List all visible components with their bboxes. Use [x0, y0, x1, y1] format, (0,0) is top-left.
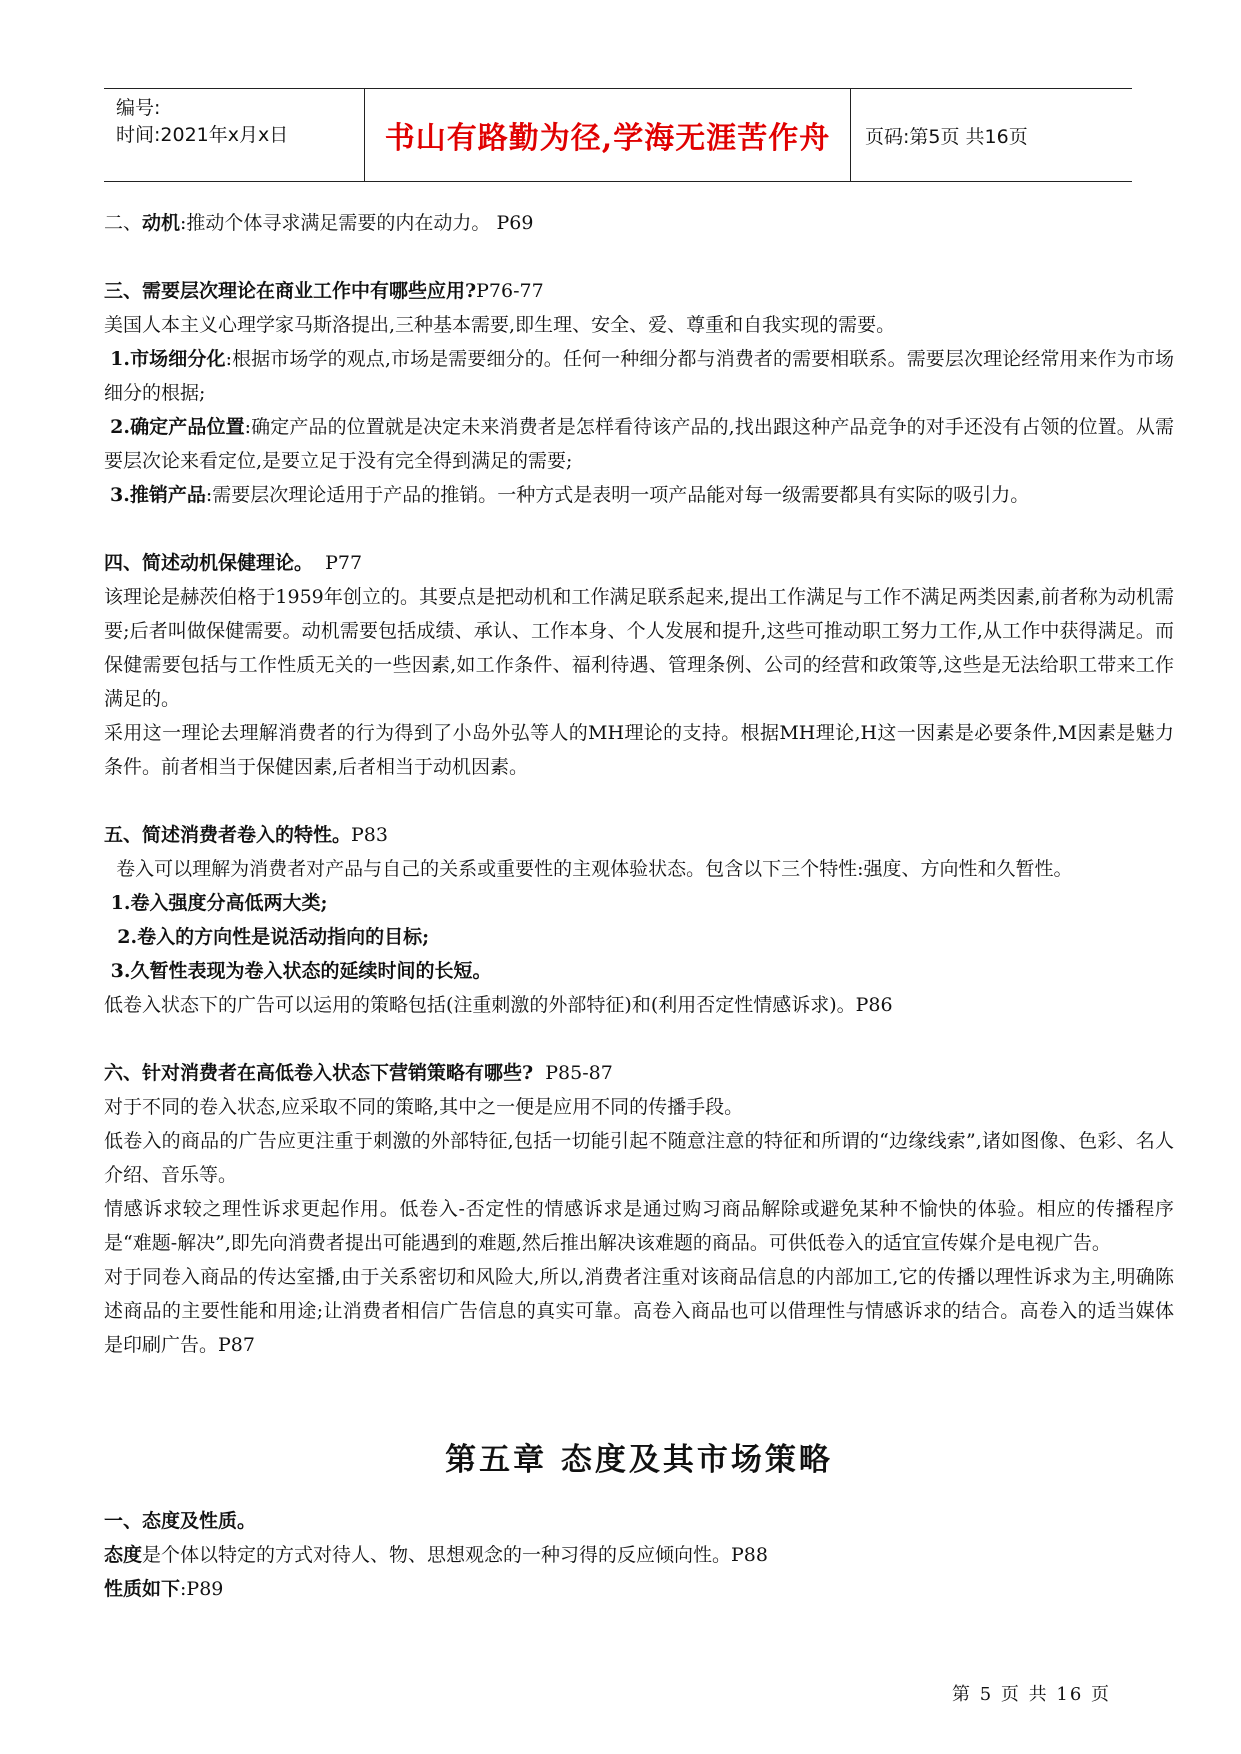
header-page-label: 页码:第5页 共16页: [865, 125, 1028, 148]
section-3-item-3-label: 3.推销产品: [110, 484, 206, 506]
nature-label: 性质如下: [104, 1578, 181, 1600]
section-5-item-2-text: 2.卷入的方向性是说活动指向的目标;: [117, 926, 430, 948]
section-3-item-2-label: 2.确定产品位置: [110, 416, 245, 438]
section-3-title: 三、需要层次理论在商业工作中有哪些应用?: [104, 280, 477, 302]
section-4-paragraph-1: 该理论是赫茨伯格于1959年创立的。其要点是把动机和工作满足联系起来,提出工作满足与工作不满足两类因素,前者称为动机需要;后者叫做保健需要。动机需要包括成绩、承认、工作本身、个人发展和提升,这些可推动职工努力工作,从工作中获得满足。而保健需要包括与工作性质无关的一些因素,如工作条件、福利待遇、管理条例、公司的经营和政策等,这些是无法给职工带来工作满足的。: [104, 586, 1174, 710]
section-5-ref: P83: [351, 824, 388, 846]
section-3-intro: 美国人本主义心理学家马斯洛提出,三种基本需要,即生理、安全、爱、尊重和自我实现的需要。: [104, 314, 896, 336]
attitude-term: 态度: [104, 1544, 143, 1566]
section-4-ref: P77: [325, 552, 363, 574]
number-label: 编号:: [116, 97, 161, 119]
attitude-nature: [104, 1572, 1174, 1606]
chapter-5-section-1-heading: 一、态度及性质。: [104, 1510, 257, 1532]
section-4-title: 四、简述动机保健理论。: [104, 552, 314, 574]
section-3-item-3-text: :需要层次理论适用于产品的推销。一种方式是表明一项产品能对每一级需要都具有实际的吸引力。: [205, 484, 1030, 506]
section-6-heading: [104, 1056, 1174, 1090]
header-meta: [104, 89, 365, 181]
attitude-definition-text: 是个体以特定的方式对待人、物、思想观念的一种习得的反应倾向性。P88: [142, 1544, 768, 1566]
section-3-item-1-text: :根据市场学的观点,市场是需要细分的。任何一种细分都与消费者的需要相联系。需要层次理论经常用来作为市场细分的根据;: [104, 348, 1174, 404]
section-3-item-2-text: :确定产品的位置就是决定未来消费者是怎样看待该产品的,找出跟这种产品竞争的对手还没有占领的位置。从需要层次论来看定位,是要立足于没有完全得到满足的需要;: [104, 416, 1174, 472]
section-2: [104, 206, 1174, 240]
page-footer: 第 5 页 共 16 页: [952, 1684, 1111, 1705]
section-6-paragraph-4: 对于同卷入商品的传达室播,由于关系密切和风险大,所以,消费者注重对该商品信息的内部加工,它的传播以理性诉求为主,明确陈述商品的主要性能和用途;让消费者相信广告信息的真实可靠。高卷入商品也可以借理性与情感诉求的结合。高卷入的适当媒体是印刷广告。P87: [104, 1266, 1174, 1356]
section-2-term: 动机: [142, 212, 181, 234]
section-6-title: 六、针对消费者在高低卷入状态下营销策略有哪些?: [104, 1062, 534, 1084]
section-3-heading: [104, 274, 1174, 308]
page-header: [104, 88, 1132, 182]
section-5-item-2: [104, 920, 1174, 954]
nature-text: :P89: [180, 1578, 224, 1600]
time-label: 时间:2021年x月x日: [116, 124, 289, 146]
section-4-paragraph-2: 采用这一理论去理解消费者的行为得到了小岛外弘等人的MH理论的支持。根据MH理论,H这一因素是必要条件,M因素是魅力条件。前者相当于保健因素,后者相当于动机因素。: [104, 722, 1174, 778]
section-3-item-3: [104, 478, 1174, 512]
document-body: [104, 206, 1174, 1606]
section-6-paragraph-1: 对于不同的卷入状态,应采取不同的策略,其中之一便是应用不同的传播手段。: [104, 1096, 744, 1118]
section-4-heading: [104, 546, 1174, 580]
header-motto: 书山有路勤为径,学海无涯苦作舟: [365, 89, 851, 181]
section-5-note: 低卷入状态下的广告可以运用的策略包括(注重刺激的外部特征)和(利用否定性情感诉求)。P86: [104, 994, 893, 1016]
section-5-title: 五、简述消费者卷入的特性。: [104, 824, 352, 846]
section-3-ref: P76-77: [476, 280, 544, 302]
section-5-item-1-text: 1.卷入强度分高低两大类;: [110, 892, 328, 914]
section-3-item-1-label: 1.市场细分化: [110, 348, 226, 370]
section-5-intro: [104, 852, 1174, 886]
section-3-item-1: [104, 342, 1174, 410]
section-6-paragraph-3: 情感诉求较之理性诉求更起作用。低卷入-否定性的情感诉求是通过购习商品解除或避免某种不愉快的体验。相应的传播程序是“难题-解决”,即先向消费者提出可能遇到的难题,然后推出解决该难题的商品。可供低卷入的适宜宣传媒介是电视广告。: [104, 1198, 1174, 1254]
section-6-ref: P85-87: [545, 1062, 613, 1084]
section-2-text: :推动个体寻求满足需要的内在动力。 P69: [180, 212, 534, 234]
section-5-item-1: [104, 886, 1174, 920]
section-6-paragraph-2: 低卷入的商品的广告应更注重于刺激的外部特征,包括一切能引起不随意注意的特征和所谓的“边缘线索”,诸如图像、色彩、名人介绍、音乐等。: [104, 1130, 1174, 1186]
section-5-heading: [104, 818, 1174, 852]
attitude-definition: [104, 1538, 1174, 1572]
section-5-item-3-text: 3.久暂性表现为卷入状态的延续时间的长短。: [110, 960, 492, 982]
section-2-prefix: 二、: [104, 212, 143, 234]
section-5-item-3: [104, 954, 1174, 988]
section-3-item-2: [104, 410, 1174, 478]
section-5-intro-text: 卷入可以理解为消费者对产品与自己的关系或重要性的主观体验状态。包含以下三个特性:强度、方向性和久暂性。: [116, 858, 1073, 880]
chapter-title: 第五章 态度及其市场策略: [445, 1442, 833, 1478]
